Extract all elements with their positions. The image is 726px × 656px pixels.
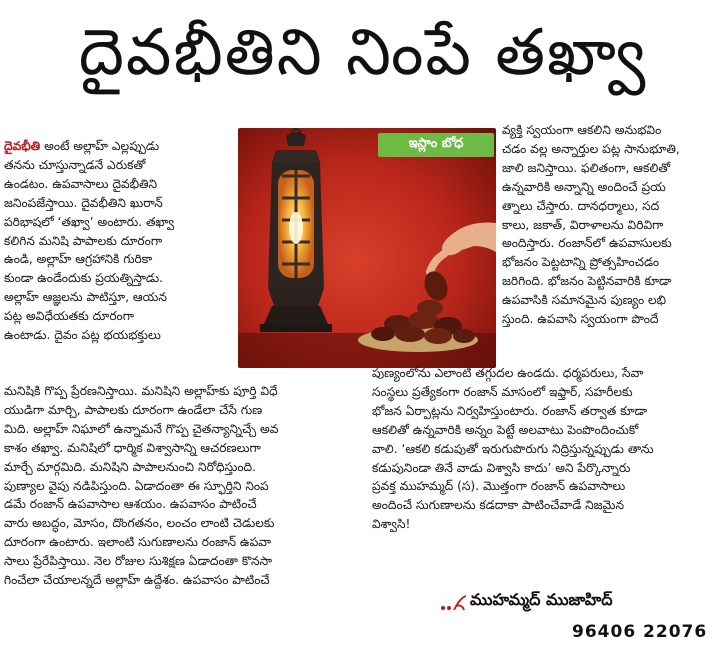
article-line: మార్చే మార్గమిది. మనిషిని పాపాలనుంచి నిరోధిస్తుంది. xyxy=(4,459,256,474)
article-line: అందించే సుగుణాలను కడదాకా పాటించేవాడే నిజమైన xyxy=(372,498,625,513)
article-line: దూరంగా ఉంటారు. ఇలాంటి సుగుణాలను రంజాన్ ఉపవా xyxy=(4,535,272,550)
article-line: ఉపవాసికి సమానమైన పుణ్యం లభి xyxy=(502,293,667,308)
article-line: వ్యక్తి స్వయంగా ఆకలిని అనుభవిం xyxy=(502,123,662,137)
article-line: జాలి జనిస్తాయి. ఫలితంగా, ఆకలితో xyxy=(502,160,671,175)
ramadan-lantern-photo xyxy=(238,128,496,368)
author-name: ముహమ్మద్ ముజాహిద్ xyxy=(470,590,613,609)
article-line: మిది. అల్లాహ్ నిఘాలో ఉన్నామనే గొప్ప చైతన్యాన్నిచ్చే అవ xyxy=(4,421,279,436)
article-line: అల్లాహ్ ఆజ్ఞలను పాటిస్తూ, ఆయన xyxy=(4,290,167,305)
article-line: కుండా ఉండేందుకు ప్రయత్నిస్తాడు. xyxy=(4,271,164,286)
article-line: విశ్వాసి! xyxy=(372,517,411,532)
article-right-column xyxy=(502,121,724,329)
article-left-column xyxy=(4,137,234,345)
author-phone: 96406 22076 xyxy=(572,622,708,642)
article-line: సాలు ప్రేరేపిస్తాయి. నెల రోజుల సుశిక్షణ ఏడాదంతా కొనసా xyxy=(4,554,273,569)
article-line: కడుపునిండా తినే వాడు విశ్వాసి కాదు’ అని పేర్కొన్నారు xyxy=(372,460,631,475)
article-line: కాలు, జకాత్, విరాళాలను విరివిగా xyxy=(502,217,664,232)
first-line-rest: అంటే అల్లాహ్ ఎల్లప్పుడు xyxy=(40,139,160,153)
article-line: సంస్థలు ప్రత్యేకంగా రంజాన్ మాసంలో ఇఫ్తార్, సహరీలకు xyxy=(372,384,633,399)
article-line: స్తుంది. ఉపవాసి స్వయంగా పొందే xyxy=(502,312,659,327)
pen-mark-icon xyxy=(440,594,468,614)
article-line: గించేలా చేయాలన్నదే అల్లాహ్ ఉద్దేశం. ఉపవాసం పాటించే xyxy=(4,573,270,588)
article-line: జరిగింది. భోజనం పెట్టినవారికి కూడా xyxy=(502,274,672,289)
article-bottom-left xyxy=(4,382,368,590)
lead-word: దైవభీతి xyxy=(4,139,41,153)
article-line: చడం వల్ల అన్నార్తుల పట్ల సానుభూతి, xyxy=(502,141,680,156)
article-line: ప్రవక్త ముహమ్మద్ (స). మొత్తంగా రంజాన్ ఉపవాసాలు xyxy=(372,479,626,494)
article-line: కాశం తఖ్వా. మనిషిలో ధార్మిక విశ్వాసాన్ని ఆచరణలుగా xyxy=(4,440,261,455)
article-line: ఉండి, అల్లాహ్ ఆగ్రహానికి గురికా xyxy=(4,252,153,267)
article-line: వాలి. ‘ఆకలి కడుపుతో ఇరుగుపొరుగు నిద్రిస్తున్నప్పుడు తాను xyxy=(372,441,654,456)
article-line: మనిషికి గొప్ప ప్రేరణనిస్తాయి. మనిషిని అల్లాహ్‌కు పూర్తి విధే xyxy=(4,384,278,398)
article-line: పరిభాషలో ‘తఖ్వా’ అంటారు. తఖ్వా xyxy=(4,214,175,229)
article-first-line xyxy=(4,137,234,156)
article-line: జనింపజేస్తాయి. దైవభీతిని ఖురాన్ xyxy=(4,195,163,210)
article-line: తనను చూస్తున్నాడనే ఎరుకతో xyxy=(4,157,146,172)
article-line: అందిస్తారు. రంజాన్‌లో ఉపవాసులకు xyxy=(502,236,672,251)
lantern-dates-illustration xyxy=(238,128,496,368)
article-line: డమే రంజాన్ ఉపవాసాల ఆశయం. ఉపవాసం పాటించే xyxy=(4,497,257,512)
article-bottom-right xyxy=(372,364,724,534)
article-line: పట్ల అవిధేయతకు దూరంగా xyxy=(4,309,134,324)
article-line: పుణ్యాల వైపు నడిపిస్తుంది. ఏడాదంతా ఈ స్ఫూర్తిని నింప xyxy=(4,478,269,493)
article-line: ఉన్నవారికి అన్నాన్ని అందించే ప్రయ xyxy=(502,179,666,194)
headline: దైవభీతిని నింపే తఖ్వా xyxy=(78,15,648,90)
article-line: వారు అబద్ధం, మోసం, దొంగతనం, లంచం లాంటి చెడులకు xyxy=(4,516,275,531)
article-line: కలిగిన మనిషి పాపాలకు దూరంగా xyxy=(4,233,163,248)
article-line: భోజనం పెట్టటాన్ని ప్రోత్సహించడం xyxy=(502,255,659,270)
article-line: యుడిగా మార్చి, పాపాలకు దూరంగా ఉండేలా చేసే గుణ xyxy=(4,402,263,417)
article-line: త్నాలు చేస్తారు. దానధర్మాలు, సద xyxy=(502,198,660,213)
article-line: ఉండటం. ఉపవాసాలు దైవభీతిని xyxy=(4,176,158,191)
article-line: ఆకలితో ఉన్నవారికి అన్నం పెట్టే అలవాటు పెంపొందించుకో xyxy=(372,422,639,437)
section-tag: ఇస్లాం బోధ xyxy=(378,133,494,157)
article-line: ఉంటాడు. దైవం పట్ల భయభక్తులు xyxy=(4,328,161,343)
article-line: పుణ్యంలోను ఎలాంటి తగ్గుదల ఉండదు. ధర్మపరులు, సేవా xyxy=(372,366,644,380)
article-line: భోజన ఏర్పాట్లను నిర్వహిస్తుంటారు. రంజాన్ తర్వాత కూడా xyxy=(372,403,648,418)
